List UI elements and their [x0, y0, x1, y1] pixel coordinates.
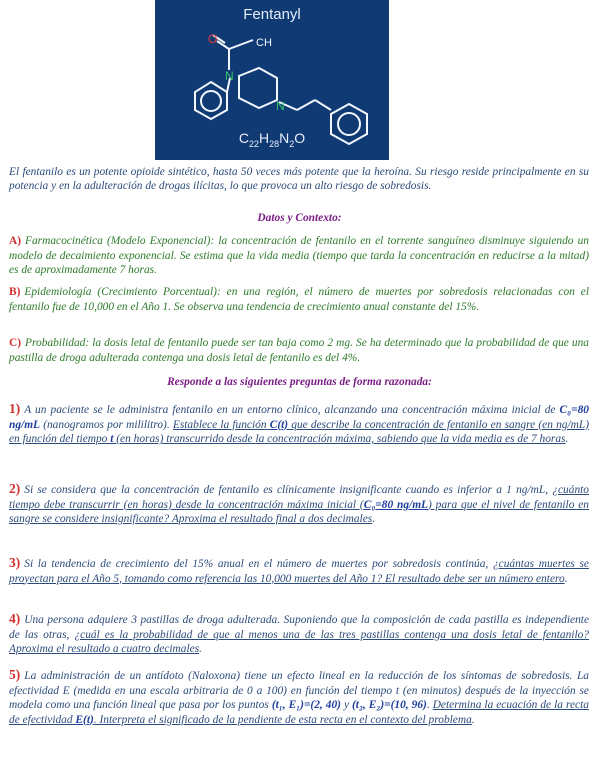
task-text: . Interpreta el significado de la pendiente de esta recta en el contexto del problema: [93, 713, 472, 726]
fentanyl-header-image: [155, 0, 389, 160]
methyl-label: CH: [256, 37, 272, 49]
context-item-c: [9, 336, 589, 365]
math-expression: C₀=80 ng/mL: [363, 498, 429, 511]
question-text: .: [564, 572, 568, 585]
question-text: .: [565, 433, 569, 445]
context-heading: Datos y Contexto:: [257, 212, 342, 224]
question-text: .: [471, 713, 475, 726]
question-number: 4): [9, 611, 21, 626]
math-expression: C(t): [269, 418, 289, 431]
context-item-a: [9, 234, 589, 278]
question-text: .: [199, 643, 202, 655]
question-3: [9, 556, 589, 586]
math-expression: t: [110, 433, 114, 445]
task-text: ) para que el nivel de fentanilo en sangre se considere insignificante? Aproxima el resultado final a dos decimales: [9, 498, 590, 525]
nitrogen-atom-label-2: N: [276, 99, 285, 113]
context-item-text: Probabilidad: la dosis letal de fentanilo puede ser tan baja como 2 mg. Se ha determinado que la probabilidad de que una pastilla de droga adulterada contenga una dosis letal de fentanilo es del 4%.: [9, 337, 589, 364]
task-text: Establece la función: [172, 418, 270, 431]
questions-heading: Responde a las siguientes preguntas de forma razonada:: [167, 376, 432, 388]
question-number: 1): [9, 401, 21, 416]
question-text: Si la tendencia de crecimiento del 15% anual en el número de muertes por sobredosis continúa,: [24, 558, 493, 570]
context-item-b: [9, 285, 589, 314]
math-expression: E(t): [75, 713, 94, 726]
math-expression: (t₁, E₁)=(2, 40): [271, 699, 341, 711]
question-5: [9, 668, 589, 727]
question-text: y: [340, 699, 352, 711]
question-4: [9, 612, 589, 657]
task-text: ¿cuánto tiempo debe transcurrir (en horas) desde la concentración máxima inicial (: [9, 484, 589, 511]
question-text: Si se considera que la concentración de fentanilo es clínicamente insignificante cuando es inferior a 1 ng/mL,: [24, 484, 553, 496]
question-text: .: [426, 699, 433, 711]
question-text: A un paciente se le administra fentanilo en un entorno clínico, alcanzando una concentración máxima inicial de: [24, 404, 560, 416]
task-text: que describe la concentración de fentanilo en sangre (en ng/mL) en función del tiempo: [9, 418, 589, 445]
question-1: [9, 402, 589, 447]
image-title: Fentanyl: [243, 6, 301, 23]
math-expression: C₀=80 ng/mL: [9, 404, 589, 431]
question-number: 5): [9, 667, 21, 682]
question-text: La administración de un antídoto (Naloxona) tiene un efecto lineal en la reducción de los síntomas de sobredosis. La efectividad E (medida en una escala arbitraria de 0 a 100) en función del tiempo t (en minutos) después de la inyección se modela como una función lineal que pasa por los puntos: [9, 670, 589, 711]
question-number: 2): [9, 481, 21, 496]
question-number: 3): [9, 555, 21, 570]
context-item-text: Farmacocinética (Modelo Exponencial): la concentración de fentanilo en el torrente sanguíneo disminuye siguiendo un modelo de decaimiento exponencial. Se estima que la vida media (tiempo que tarda la concentración en reducirse a la mitad) es de aproximadamente 7 horas.: [9, 235, 589, 276]
context-item-label: B): [9, 286, 21, 298]
nitrogen-atom-label-1: N: [225, 69, 234, 83]
question-text: Una persona adquiere 3 pastillas de droga adulterada. Suponiendo que la composición de cada pastilla es independiente de las otras,: [9, 614, 589, 641]
context-item-label: C): [9, 337, 22, 349]
task-text: ¿cuántas muertes se proyectan para el Año 5, tomando como referencia las 10,000 muertes del Año 1? El resultado debe ser un número entero: [9, 558, 589, 585]
question-text: .: [372, 513, 376, 525]
context-item-text: Epidemiología (Crecimiento Porcentual): en una región, el número de muertes por sobredosis relacionadas con el fentanilo fue de 10,000 en el Año 1. Se observa una tendencia de crecimiento anual constante del 15%.: [9, 286, 589, 313]
task-text: ¿cuál es la probabilidad de que al menos una de las tres pastillas contenga una dosis letal de fentanilo? Aproxima el resultado a cuatro decimales: [9, 628, 589, 655]
task-text: Determina la ecuación de la recta de efectividad: [9, 699, 589, 726]
math-expression: (t₂, E₂)=(10, 96): [352, 699, 427, 711]
task-text: (en horas) transcurrido desde la concentración máxima, sabiendo que la vida media es de 7 horas: [113, 433, 566, 445]
question-text: (nanogramos por mililitro).: [40, 418, 173, 431]
oxygen-atom-label: O: [208, 32, 218, 46]
context-item-label: A): [9, 235, 22, 247]
intro-paragraph: El fentanilo es un potente opioide sintético, hasta 50 veces más potente que la heroína. Su riesgo reside principalmente en su potencia y en la adulteración de drogas ilícitas, lo que provoca un alto riesgo de sobredosis.: [9, 166, 589, 192]
question-2: [9, 482, 589, 527]
molecular-formula: $C_{22}H_{28}N_2O$: [238, 130, 306, 149]
